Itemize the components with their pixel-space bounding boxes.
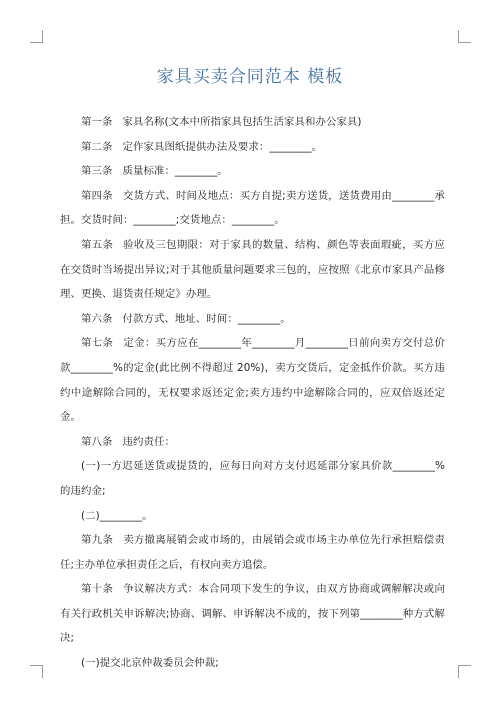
paragraph-text: 违约责任： bbox=[122, 435, 175, 448]
paragraph-clause-8-1 bbox=[60, 454, 445, 503]
article-number: 第五条 bbox=[81, 238, 114, 251]
paragraph-text: (二)________。 bbox=[81, 509, 153, 522]
paragraph-text: (一)一方迟延送货或提货的，应每日向对方支付迟延部分家具价款________%的违约金; bbox=[60, 460, 445, 497]
paragraph-article-9 bbox=[60, 528, 445, 577]
document-title: 家具买卖合同范本 模板 bbox=[156, 67, 344, 87]
paragraph-article-3 bbox=[60, 159, 445, 184]
document-body bbox=[60, 110, 445, 676]
article-number: 第一条 bbox=[81, 116, 113, 128]
article-number: 第四条 bbox=[81, 189, 113, 202]
corner-mark-top-right bbox=[458, 30, 471, 43]
article-number: 第九条 bbox=[81, 534, 114, 547]
paragraph-article-6 bbox=[60, 307, 445, 332]
paragraph-text: 卖方撤离展销会或市场的，由展销会或市场主办单位先行承担赔偿责任;主办单位承担责任之后，有权向卖方追偿。 bbox=[60, 534, 445, 571]
article-number: 第七条 bbox=[81, 337, 114, 350]
paragraph-text: 争议解决方式：本合同项下发生的争议，由双方协商或调解解决或向有关行政机关申诉解决;协商、调解、申诉解决不成的，按下列第________种方式解决; bbox=[60, 583, 445, 645]
paragraph-article-2 bbox=[60, 135, 445, 160]
corner-mark-bottom-right bbox=[458, 665, 471, 678]
paragraph-article-10 bbox=[60, 577, 445, 651]
corner-mark-bottom-left bbox=[30, 665, 43, 678]
paragraph-text: 验收及三包期限：对于家具的数量、结构、颜色等表面瑕疵，买方应在交货时当场提出异议;对于其他质量问题要求三包的，应按照《北京市家具产品修理、更换、退货责任规定》办理。 bbox=[60, 238, 445, 301]
paragraph-clause-8-2 bbox=[60, 504, 445, 529]
paragraph-text: 交货方式、时间及地点：买方自提;卖方送货，送货费用由________承担。交货时间：________;交货地点：________。 bbox=[60, 189, 445, 227]
article-number: 第六条 bbox=[81, 312, 113, 325]
paragraph-text: (一)提交北京仲裁委员会仲裁; bbox=[81, 657, 219, 670]
article-number: 第十条 bbox=[81, 583, 114, 596]
paragraph-text: 质量标准：________。 bbox=[122, 165, 228, 178]
paragraph-text: 定作家具图纸提供办法及要求：________。 bbox=[122, 140, 323, 153]
paragraph-article-5 bbox=[60, 233, 445, 307]
paragraph-article-1 bbox=[60, 110, 445, 135]
article-number: 第八条 bbox=[81, 435, 113, 448]
article-number: 第二条 bbox=[81, 140, 113, 153]
paragraph-clause-10-1 bbox=[60, 651, 445, 676]
paragraph-text: 家具名称(文本中所指家具包括生活家具和办公家具) bbox=[122, 116, 362, 128]
paragraph-text: 定金：买方应在________年________月________日前向卖方交付总价款________%的定金(此比例不得超过 20%)，卖方交货后，定金抵作价款。买方违约中途解除合同的，无权要求返还定金;卖方违约中途解除合同的，应双倍返还定金。 bbox=[60, 337, 445, 424]
article-number: 第三条 bbox=[81, 165, 113, 178]
paragraph-article-7 bbox=[60, 331, 445, 429]
paragraph-article-8 bbox=[60, 430, 445, 455]
paragraph-text: 付款方式、地址、时间：________。 bbox=[122, 312, 291, 325]
corner-mark-top-left bbox=[30, 30, 43, 43]
paragraph-article-4 bbox=[60, 184, 445, 233]
